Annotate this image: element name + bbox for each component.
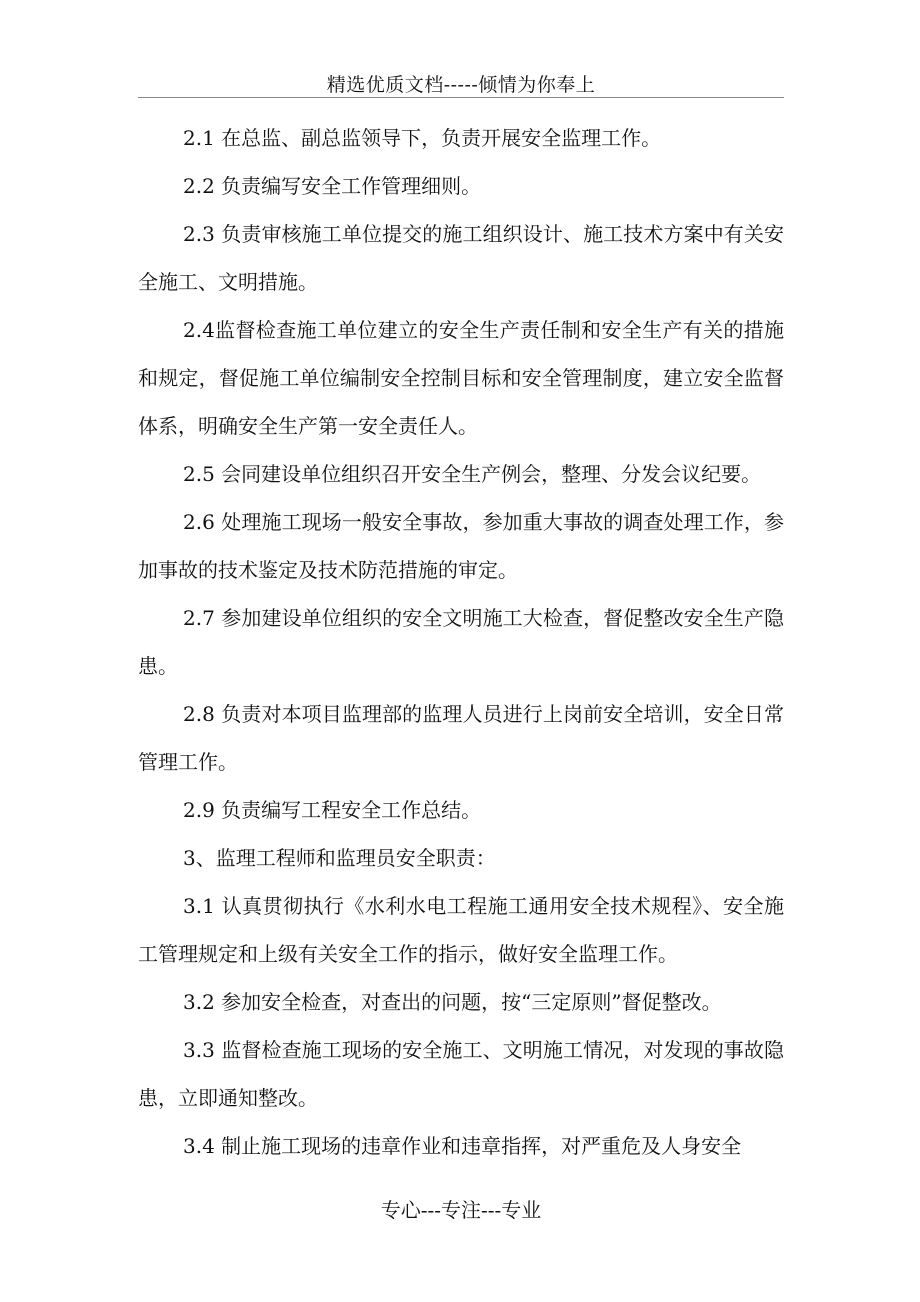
paragraph-3-1: 3.1 认真贯彻执行《水利水电工程施工通用安全技术规程》、安全施工管理规定和上级有关安全工作的指示，做好安全监理工作。: [138, 894, 784, 966]
paragraph-2-3: 2.3 负责审核施工单位提交的施工组织设计、施工技术方案中有关安全施工、文明措施。: [138, 222, 784, 294]
document-body: [138, 114, 784, 1170]
paragraph-3-3: 3.3 监督检查施工现场的安全施工、文明施工情况，对发现的事故隐患，立即通知整改。: [138, 1038, 784, 1110]
section-heading-3: 3、监理工程师和监理员安全职责：: [183, 846, 496, 870]
header-divider: [138, 97, 784, 98]
paragraph-2-9: 2.9 负责编写工程安全工作总结。: [183, 798, 482, 822]
page-footer: 专心---专注---专业: [380, 1198, 542, 1222]
page-header: 精选优质文档-----倾情为你奉上: [326, 74, 596, 96]
paragraph-2-7: 2.7 参加建设单位组织的安全文明施工大检查，督促整改安全生产隐患。: [138, 606, 784, 678]
paragraph-2-8: 2.8 负责对本项目监理部的监理人员进行上岗前安全培训，安全日常管理工作。: [138, 702, 784, 774]
paragraph-3-2: 3.2 参加安全检查，对查出的问题，按“三定原则”督促整改。: [183, 990, 722, 1014]
paragraph-2-1: 2.1 在总监、副总监领导下，负责开展安全监理工作。: [183, 126, 662, 150]
paragraph-2-5: 2.5 会同建设单位组织召开安全生产例会，整理、分发会议纪要。: [183, 462, 762, 486]
paragraph-2-2: 2.2 负责编写安全工作管理细则。: [183, 174, 482, 198]
paragraph-2-6: 2.6 处理施工现场一般安全事故，参加重大事故的调查处理工作，参加事故的技术鉴定及技术防范措施的审定。: [138, 510, 784, 582]
paragraph-3-4: 3.4 制止施工现场的违章作业和违章指挥，对严重危及人身安全: [183, 1134, 742, 1158]
paragraph-2-4: 2.4监督检查施工单位建立的安全生产责任制和安全生产有关的措施和规定，督促施工单位编制安全控制目标和安全管理制度，建立安全监督体系，明确安全生产第一安全责任人。: [138, 318, 784, 438]
